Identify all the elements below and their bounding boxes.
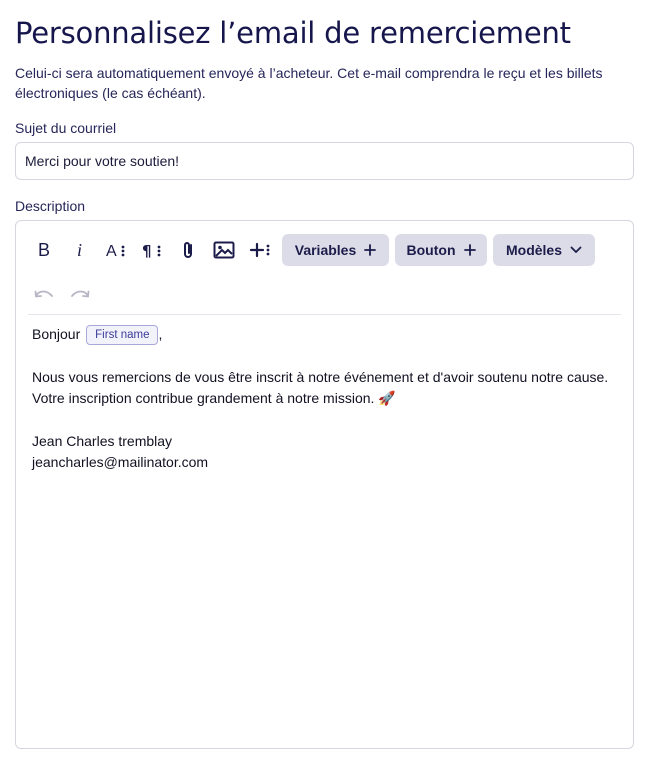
plus-icon (364, 244, 376, 256)
font-size-button[interactable] (98, 234, 134, 266)
image-button[interactable] (206, 234, 242, 266)
button-insert-label: Bouton (406, 242, 456, 258)
bold-button[interactable] (26, 234, 62, 266)
undo-icon (34, 288, 54, 300)
signature-name: Jean Charles tremblay (32, 433, 173, 449)
insert-button[interactable] (242, 234, 278, 266)
editor-toolbar (26, 234, 601, 266)
attachment-icon (180, 240, 196, 260)
subject-label: Sujet du courriel (15, 120, 117, 136)
templates-label: Modèles (505, 242, 562, 258)
italic-icon (72, 241, 88, 259)
italic-button[interactable] (62, 234, 98, 266)
insert-icon (249, 241, 271, 259)
greeting-text: Bonjour (32, 326, 81, 342)
paragraph-icon (141, 241, 163, 259)
font-size-icon (105, 241, 127, 259)
image-icon (213, 241, 235, 259)
variables-button[interactable] (282, 234, 389, 266)
chevron-down-icon (570, 246, 582, 254)
history-toolbar (26, 278, 98, 310)
svg-text:B: B (38, 241, 51, 259)
svg-text:i: i (77, 241, 83, 259)
signature-email: jeancharles@mailinator.com (32, 454, 209, 470)
variable-chip-first-name[interactable]: First name (86, 325, 158, 345)
redo-button[interactable] (62, 278, 98, 310)
body-paragraph: Nous vous remercions de vous être inscrit à notre événement et d'avoir soutenu notre cause. Votre inscription contribue grandement à notre mission. 🚀 (32, 369, 609, 406)
page-subtitle: Celui-ci sera automatiquement envoyé à l’acheteur. Cet e-mail comprendra le reçu et les billets électroniques (le cas échéant). (15, 65, 603, 101)
svg-text:A: A (106, 243, 117, 259)
toolbar-divider (28, 314, 621, 315)
page-title: Personnalisez l’email de remerciement (15, 16, 571, 50)
button-insert-button[interactable] (395, 234, 487, 266)
redo-icon (70, 288, 90, 300)
undo-button[interactable] (26, 278, 62, 310)
subject-input[interactable] (15, 142, 634, 180)
description-label: Description (15, 198, 86, 214)
paragraph-button[interactable] (134, 234, 170, 266)
variables-label: Variables (294, 242, 357, 258)
attachment-button[interactable] (170, 234, 206, 266)
plus-icon (464, 244, 476, 256)
editor-content[interactable] (32, 324, 612, 473)
greeting-punct: , (158, 326, 163, 342)
templates-dropdown[interactable] (493, 234, 595, 266)
svg-text:¶: ¶ (142, 242, 152, 259)
bold-icon (36, 241, 52, 259)
greeting-line (32, 324, 612, 345)
description-editor[interactable] (15, 220, 634, 749)
